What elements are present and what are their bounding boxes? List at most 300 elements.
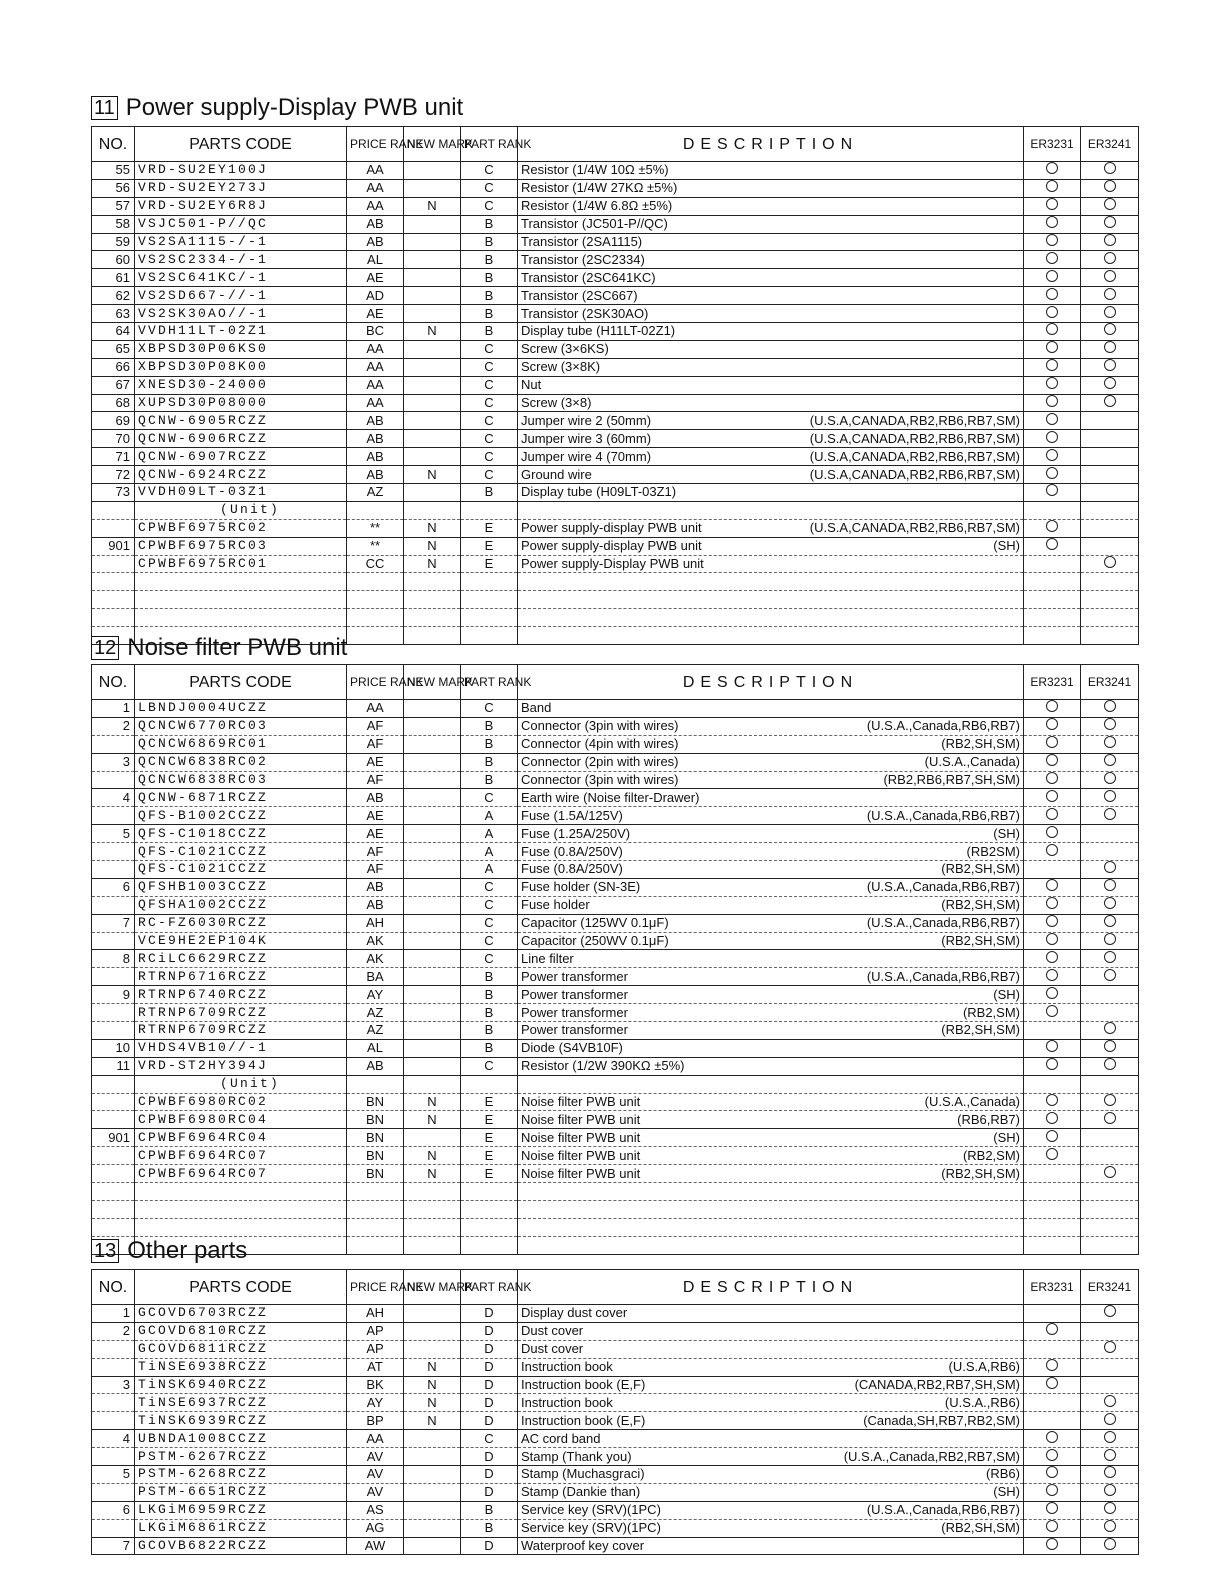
parts-code: CPWBF6964RC07 <box>135 1147 347 1165</box>
er3241-mark <box>1081 233 1139 251</box>
applicable-mark-icon <box>1046 1377 1058 1389</box>
applicable-mark-icon <box>1046 915 1058 927</box>
description-text: Stamp (Dankie than) <box>521 1484 641 1500</box>
description-cell <box>518 1340 1024 1358</box>
description-cell <box>518 1236 1024 1254</box>
part-rank: B <box>461 287 518 305</box>
destination-regions: (U.S.A.,Canada) <box>924 754 1020 770</box>
parts-code: TiNSK6939RCZZ <box>135 1412 347 1430</box>
applicable-mark-icon <box>1046 1466 1058 1478</box>
price-rank: AT <box>347 1358 404 1376</box>
new-mark: N <box>404 1358 461 1376</box>
description-cell <box>518 305 1024 323</box>
applicable-mark-icon <box>1046 198 1058 210</box>
er3231-mark <box>1024 950 1081 968</box>
destination-regions: (SH) <box>993 1484 1020 1500</box>
part-rank: C <box>461 448 518 466</box>
parts-code: LBNDJ0004UCZZ <box>135 700 347 718</box>
item-number <box>92 1483 135 1501</box>
er3241-mark <box>1081 825 1139 843</box>
col-part-rank: PART RANK <box>461 665 518 700</box>
description-text: Fuse (0.8A/250V) <box>521 861 623 877</box>
description-text: Ground wire <box>521 466 592 482</box>
description-text: Power transformer <box>521 1022 628 1038</box>
er3231-mark <box>1024 1376 1081 1394</box>
er3231-mark <box>1024 1147 1081 1165</box>
item-number: 68 <box>92 394 135 412</box>
price-rank: AY <box>347 986 404 1004</box>
table-row <box>92 1129 1139 1147</box>
table-row <box>92 771 1139 789</box>
price-rank <box>347 591 404 609</box>
section-title-12 <box>91 634 347 662</box>
er3241-mark <box>1081 1004 1139 1022</box>
description-cell <box>518 1218 1024 1236</box>
applicable-mark-icon <box>1104 234 1116 246</box>
description-text: AC cord band <box>521 1430 601 1446</box>
col-er3241: ER3241 <box>1081 127 1139 162</box>
er3231-mark <box>1024 771 1081 789</box>
parts-code: TiNSK6940RCZZ <box>135 1376 347 1394</box>
new-mark <box>404 950 461 968</box>
table-row <box>92 753 1139 771</box>
price-rank: AE <box>347 825 404 843</box>
destination-regions: (SH) <box>993 538 1020 554</box>
parts-code: (Unit) <box>135 1075 347 1093</box>
item-number <box>92 1111 135 1129</box>
er3241-mark <box>1081 323 1139 341</box>
parts-table-12 <box>91 664 1138 1255</box>
er3241-mark <box>1081 1111 1139 1129</box>
table-row <box>92 358 1139 376</box>
er3231-mark <box>1024 861 1081 879</box>
price-rank <box>347 1075 404 1093</box>
table-row <box>92 1305 1139 1323</box>
part-rank: C <box>461 466 518 484</box>
price-rank: AG <box>347 1519 404 1537</box>
part-rank: C <box>461 162 518 180</box>
destination-regions: (U.S.A.,Canada,RB2,RB7,SM) <box>843 1448 1020 1464</box>
part-rank: C <box>461 878 518 896</box>
new-mark <box>404 861 461 879</box>
applicable-mark-icon <box>1104 736 1116 748</box>
new-mark: N <box>404 1111 461 1129</box>
description-cell <box>518 1466 1024 1484</box>
table-row <box>92 878 1139 896</box>
applicable-mark-icon <box>1046 1359 1058 1371</box>
description-cell <box>518 1165 1024 1183</box>
item-number: 66 <box>92 358 135 376</box>
parts-code: XNESD30-24000 <box>135 376 347 394</box>
destination-regions: (U.S.A,CANADA,RB2,RB6,RB7,SM) <box>809 412 1020 428</box>
new-mark <box>404 412 461 430</box>
description-text: Transistor (2SA1115) <box>521 234 643 249</box>
item-number: 8 <box>92 950 135 968</box>
er3231-mark <box>1024 1430 1081 1448</box>
item-number <box>92 1394 135 1412</box>
part-rank <box>461 1218 518 1236</box>
applicable-mark-icon <box>1104 1112 1116 1124</box>
price-rank: AB <box>347 430 404 448</box>
parts-code: CPWBF6964RC07 <box>135 1165 347 1183</box>
applicable-mark-icon <box>1046 162 1058 174</box>
applicable-mark-icon <box>1046 377 1058 389</box>
description-cell <box>518 358 1024 376</box>
description-cell <box>518 537 1024 555</box>
parts-code: VRD-SU2EY273J <box>135 179 347 197</box>
item-number: 73 <box>92 484 135 502</box>
price-rank: AS <box>347 1501 404 1519</box>
applicable-mark-icon <box>1046 897 1058 909</box>
description-cell <box>518 1183 1024 1201</box>
new-mark: N <box>404 1412 461 1430</box>
new-mark <box>404 1183 461 1201</box>
er3241-mark <box>1081 215 1139 233</box>
new-mark <box>404 1537 461 1555</box>
part-rank: C <box>461 358 518 376</box>
applicable-mark-icon <box>1046 449 1058 461</box>
description-cell <box>518 1376 1024 1394</box>
table-row <box>92 1448 1139 1466</box>
description-cell <box>518 1075 1024 1093</box>
description-text: Fuse holder <box>521 897 590 913</box>
table-row <box>92 501 1139 519</box>
er3231-mark <box>1024 1322 1081 1340</box>
item-number: 59 <box>92 233 135 251</box>
er3241-mark <box>1081 1394 1139 1412</box>
price-rank <box>347 573 404 591</box>
price-rank: AB <box>347 233 404 251</box>
description-cell <box>518 609 1024 627</box>
er3241-mark <box>1081 1183 1139 1201</box>
item-number <box>92 861 135 879</box>
er3241-mark <box>1081 1147 1139 1165</box>
table-row <box>92 1093 1139 1111</box>
description-text: Noise filter PWB unit <box>521 1111 641 1127</box>
description-text: Power transformer <box>521 968 628 984</box>
parts-code: VS2SK30AO//-1 <box>135 305 347 323</box>
table-row <box>92 197 1139 215</box>
description-cell <box>518 1022 1024 1040</box>
er3241-mark <box>1081 1200 1139 1218</box>
new-mark <box>404 735 461 753</box>
table-row <box>92 914 1139 932</box>
applicable-mark-icon <box>1104 1466 1116 1478</box>
description-text: Resistor (1/4W 27KΩ ±5%) <box>521 180 678 196</box>
parts-code: QCNW-6907RCZZ <box>135 448 347 466</box>
applicable-mark-icon <box>1046 1094 1058 1106</box>
new-mark <box>404 609 461 627</box>
description-cell <box>518 197 1024 215</box>
new-mark <box>404 771 461 789</box>
table-row <box>92 430 1139 448</box>
description-cell <box>518 896 1024 914</box>
table-row <box>92 1057 1139 1075</box>
price-rank <box>347 1183 404 1201</box>
description-text: Transistor (JC501-P//QC) <box>521 216 668 232</box>
part-rank: A <box>461 825 518 843</box>
item-number <box>92 1093 135 1111</box>
applicable-mark-icon <box>1046 234 1058 246</box>
table-row <box>92 519 1139 537</box>
destination-regions: (U.S.A,RB6) <box>948 1359 1020 1375</box>
applicable-mark-icon <box>1104 1094 1116 1106</box>
destination-regions: (U.S.A.,Canada) <box>924 1094 1020 1110</box>
applicable-mark-icon <box>1046 844 1058 856</box>
er3241-mark <box>1081 340 1139 358</box>
er3241-mark <box>1081 1057 1139 1075</box>
applicable-mark-icon <box>1104 270 1116 282</box>
table-row <box>92 1358 1139 1376</box>
item-number: 2 <box>92 1322 135 1340</box>
new-mark: N <box>404 323 461 341</box>
new-mark <box>404 484 461 502</box>
description-text: Display tube (H09LT-03Z1) <box>521 484 677 500</box>
new-mark <box>404 896 461 914</box>
er3241-mark <box>1081 197 1139 215</box>
applicable-mark-icon <box>1104 556 1116 568</box>
part-rank: B <box>461 1519 518 1537</box>
table-row <box>92 1483 1139 1501</box>
price-rank: AF <box>347 861 404 879</box>
new-mark: N <box>404 519 461 537</box>
er3231-mark <box>1024 1537 1081 1555</box>
er3231-mark <box>1024 1004 1081 1022</box>
er3241-mark <box>1081 179 1139 197</box>
new-mark <box>404 878 461 896</box>
description-text: Capacitor (250WV 0.1μF) <box>521 933 669 949</box>
applicable-mark-icon <box>1046 359 1058 371</box>
parts-code <box>135 609 347 627</box>
price-rank: AZ <box>347 1022 404 1040</box>
er3241-mark <box>1081 448 1139 466</box>
table-row <box>92 1218 1139 1236</box>
er3241-mark <box>1081 932 1139 950</box>
part-rank: E <box>461 1093 518 1111</box>
part-rank <box>461 627 518 645</box>
description-text: Noise filter PWB unit <box>521 1147 641 1163</box>
description-text: Resistor (1/4W 6.8Ω ±5%) <box>521 198 673 214</box>
parts-code: QFS-C1018CCZZ <box>135 825 347 843</box>
new-mark <box>404 1057 461 1075</box>
part-rank: B <box>461 233 518 251</box>
description-cell <box>518 251 1024 269</box>
item-number: 2 <box>92 717 135 735</box>
applicable-mark-icon <box>1046 1449 1058 1461</box>
price-rank: AB <box>347 466 404 484</box>
description-cell <box>518 448 1024 466</box>
new-mark <box>404 968 461 986</box>
description-cell <box>518 861 1024 879</box>
applicable-mark-icon <box>1104 1341 1116 1353</box>
new-mark <box>404 1129 461 1147</box>
item-number <box>92 591 135 609</box>
item-number <box>92 1022 135 1040</box>
er3231-mark <box>1024 394 1081 412</box>
applicable-mark-icon <box>1046 754 1058 766</box>
destination-regions: (RB2,SH,SM) <box>941 861 1020 877</box>
part-rank: D <box>461 1483 518 1501</box>
description-cell <box>518 1322 1024 1340</box>
parts-table <box>91 1269 1139 1555</box>
applicable-mark-icon <box>1104 1395 1116 1407</box>
price-rank: AF <box>347 735 404 753</box>
new-mark <box>404 1200 461 1218</box>
description-text: Jumper wire 4 (70mm) <box>521 448 652 464</box>
description-text: Waterproof key cover <box>521 1538 645 1554</box>
part-rank <box>461 1183 518 1201</box>
er3231-mark <box>1024 1218 1081 1236</box>
part-rank: C <box>461 179 518 197</box>
description-cell <box>518 1483 1024 1501</box>
destination-regions: (RB2,SH,SM) <box>941 1022 1020 1038</box>
item-number <box>92 1165 135 1183</box>
er3231-mark <box>1024 609 1081 627</box>
price-rank: AW <box>347 1537 404 1555</box>
new-mark <box>404 1448 461 1466</box>
applicable-mark-icon <box>1104 879 1116 891</box>
item-number <box>92 896 135 914</box>
applicable-mark-icon <box>1104 1538 1116 1550</box>
table-row <box>92 1537 1139 1555</box>
parts-code: QFSHB1003CCZZ <box>135 878 347 896</box>
price-rank: AB <box>347 412 404 430</box>
item-number: 62 <box>92 287 135 305</box>
er3231-mark <box>1024 287 1081 305</box>
col-part-rank: PART RANK <box>461 127 518 162</box>
parts-code: VS2SD667-//-1 <box>135 287 347 305</box>
section-title-text: Power supply-Display PWB unit <box>125 94 464 121</box>
item-number: 69 <box>92 412 135 430</box>
applicable-mark-icon <box>1046 826 1058 838</box>
er3241-mark <box>1081 1218 1139 1236</box>
item-number: 3 <box>92 753 135 771</box>
description-text: Transistor (2SC641KC) <box>521 269 656 285</box>
table-row <box>92 1022 1139 1040</box>
price-rank: AV <box>347 1448 404 1466</box>
applicable-mark-icon <box>1104 933 1116 945</box>
er3241-mark <box>1081 484 1139 502</box>
table-row <box>92 1376 1139 1394</box>
table-header <box>92 127 1139 162</box>
section-title-text: Other parts <box>127 1237 248 1264</box>
er3231-mark <box>1024 1501 1081 1519</box>
new-mark <box>404 1236 461 1254</box>
parts-code: VS2SC641KC/-1 <box>135 269 347 287</box>
item-number: 1 <box>92 700 135 718</box>
price-rank: AB <box>347 878 404 896</box>
parts-code: PSTM-6651RCZZ <box>135 1483 347 1501</box>
price-rank: BC <box>347 323 404 341</box>
parts-code: CPWBF6980RC02 <box>135 1093 347 1111</box>
er3241-mark <box>1081 609 1139 627</box>
description-text: Display dust cover <box>521 1305 628 1321</box>
price-rank: AB <box>347 789 404 807</box>
table-row <box>92 1147 1139 1165</box>
table-row <box>92 573 1139 591</box>
part-rank: C <box>461 896 518 914</box>
part-rank: E <box>461 555 518 573</box>
price-rank: AF <box>347 771 404 789</box>
col-er3241: ER3241 <box>1081 665 1139 700</box>
destination-regions: (SH) <box>993 825 1020 841</box>
applicable-mark-icon <box>1046 772 1058 784</box>
er3231-mark <box>1024 1358 1081 1376</box>
new-mark <box>404 448 461 466</box>
new-mark <box>404 394 461 412</box>
table-row <box>92 1501 1139 1519</box>
description-text: Connector (3pin with wires) <box>521 718 679 734</box>
description-text: Dust cover <box>521 1323 584 1339</box>
item-number <box>92 843 135 861</box>
price-rank: BK <box>347 1376 404 1394</box>
description-cell <box>518 1537 1024 1555</box>
price-rank: BN <box>347 1147 404 1165</box>
applicable-mark-icon <box>1046 987 1058 999</box>
description-cell <box>518 753 1024 771</box>
description-text: Jumper wire 3 (60mm) <box>521 430 652 446</box>
price-rank: AH <box>347 1305 404 1323</box>
col-er3241: ER3241 <box>1081 1270 1139 1305</box>
part-rank: D <box>461 1448 518 1466</box>
col-new-mark: NEW MARK <box>404 127 461 162</box>
price-rank: AB <box>347 896 404 914</box>
item-number: 901 <box>92 1129 135 1147</box>
table-row <box>92 448 1139 466</box>
part-rank <box>461 1200 518 1218</box>
er3241-mark <box>1081 305 1139 323</box>
parts-code: QCNCW6770RC03 <box>135 717 347 735</box>
description-text: Connector (4pin with wires) <box>521 736 679 752</box>
col-description: DESCRIPTION <box>518 665 1024 700</box>
part-rank: B <box>461 323 518 341</box>
er3231-mark <box>1024 753 1081 771</box>
new-mark <box>404 215 461 233</box>
table-row <box>92 825 1139 843</box>
er3231-mark <box>1024 914 1081 932</box>
table-row <box>92 1165 1139 1183</box>
description-cell <box>518 1412 1024 1430</box>
table-header <box>92 1270 1139 1305</box>
applicable-mark-icon <box>1046 1148 1058 1160</box>
er3231-mark <box>1024 430 1081 448</box>
new-mark <box>404 1466 461 1484</box>
table-row <box>92 233 1139 251</box>
description-text: Instruction book (E,F) <box>521 1377 646 1392</box>
part-rank: C <box>461 394 518 412</box>
section-number: 13 <box>91 1239 119 1263</box>
er3241-mark <box>1081 1093 1139 1111</box>
new-mark <box>404 1483 461 1501</box>
applicable-mark-icon <box>1046 1040 1058 1052</box>
description-cell <box>518 412 1024 430</box>
new-mark <box>404 807 461 825</box>
applicable-mark-icon <box>1104 1022 1116 1034</box>
item-number <box>92 573 135 591</box>
applicable-mark-icon <box>1104 772 1116 784</box>
description-cell <box>518 825 1024 843</box>
col-er3231: ER3231 <box>1024 127 1081 162</box>
new-mark <box>404 501 461 519</box>
new-mark <box>404 1519 461 1537</box>
description-cell <box>518 394 1024 412</box>
table-row <box>92 1075 1139 1093</box>
price-rank: AB <box>347 1057 404 1075</box>
part-rank: C <box>461 789 518 807</box>
parts-code: PSTM-6268RCZZ <box>135 1466 347 1484</box>
destination-regions: (RB2,SM) <box>962 1147 1020 1163</box>
applicable-mark-icon <box>1104 359 1116 371</box>
